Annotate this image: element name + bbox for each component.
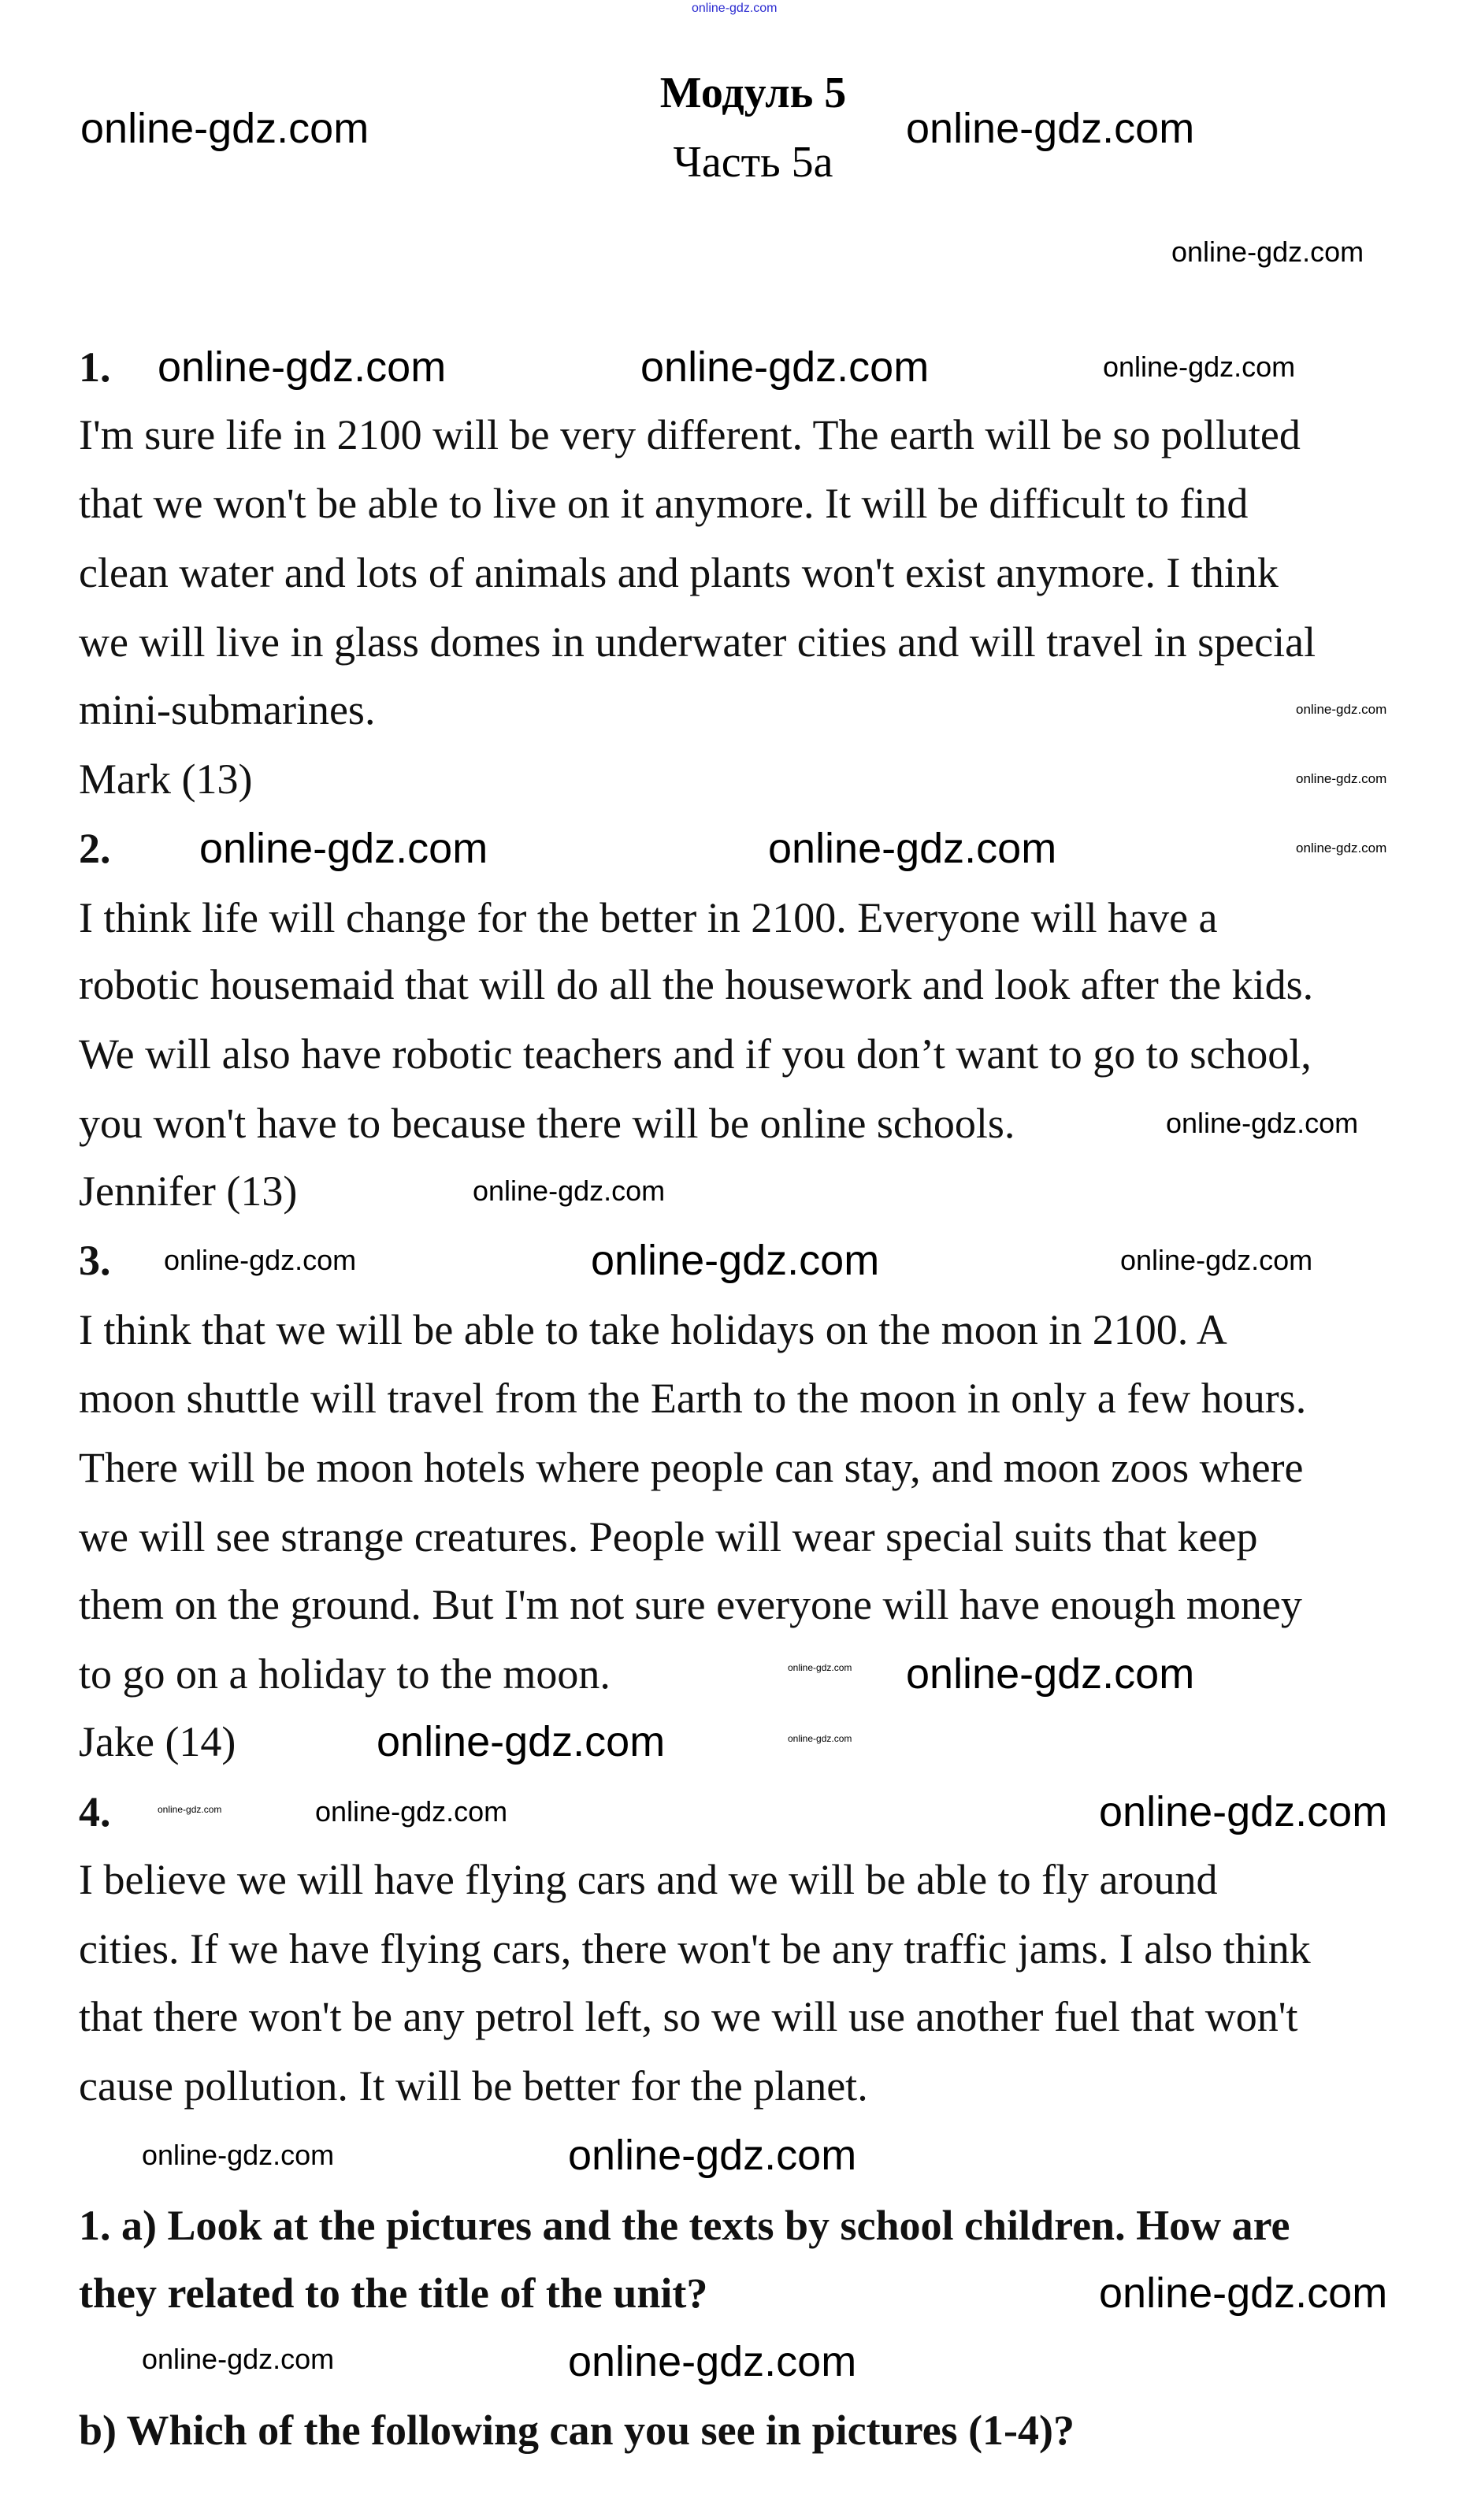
watermark: online-gdz.com: [1099, 2269, 1388, 2317]
watermark: online-gdz.com: [1099, 1788, 1388, 1835]
question-a-continued: they related to the title of the unit?: [79, 2269, 708, 2317]
watermark: online-gdz.com: [142, 2139, 335, 2171]
watermark: online-gdz.com: [164, 1244, 357, 1276]
watermark: online-gdz.com: [80, 105, 369, 152]
question-b: b) Which of the following can you see in pictures (1-4)?: [79, 2407, 1075, 2454]
text-number: 4.: [79, 1788, 111, 1835]
text-line: I believe we will have flying cars and we will be able to fly around: [79, 1856, 1218, 1903]
text-author: Mark (13): [79, 755, 253, 803]
text-line: that we won't be able to live on it anymore. It will be difficult to find: [79, 480, 1249, 527]
watermark: online-gdz.com: [591, 1237, 880, 1284]
watermark: online-gdz.com: [788, 1733, 852, 1744]
text-number: 2.: [79, 825, 111, 872]
text-line: I think life will change for the better in 2100. Everyone will have a: [79, 894, 1218, 941]
watermark: online-gdz.com: [315, 1795, 508, 1828]
watermark: online-gdz.com: [788, 1662, 852, 1673]
text-line: clean water and lots of animals and plants won't exist anymore. I think: [79, 549, 1279, 596]
text-line: moon shuttle will travel from the Earth to the moon in only a few hours.: [79, 1375, 1307, 1422]
watermark: online-gdz.com: [1296, 841, 1387, 855]
watermark: online-gdz.com: [158, 343, 447, 391]
text-line: We will also have robotic teachers and if you don’t want to go to school,: [79, 1030, 1312, 1078]
text-line: we will live in glass domes in underwater cities and will travel in special: [79, 618, 1316, 666]
watermark: online-gdz.com: [906, 1650, 1195, 1698]
watermark: online-gdz.com: [377, 1718, 666, 1765]
part-title: Часть 5a: [673, 138, 833, 187]
watermark: online-gdz.com: [692, 2, 778, 15]
watermark: online-gdz.com: [142, 2343, 335, 2375]
text-line: we will see strange creatures. People will wear special suits that keep: [79, 1513, 1258, 1561]
watermark: online-gdz.com: [473, 1175, 666, 1207]
text-number: 1.: [79, 343, 111, 391]
watermark: online-gdz.com: [199, 825, 488, 872]
text-line: them on the ground. But I'm not sure everyone will have enough money: [79, 1581, 1302, 1628]
watermark: online-gdz.com: [1120, 1244, 1313, 1276]
watermark: online-gdz.com: [1296, 771, 1387, 786]
watermark: online-gdz.com: [1296, 702, 1387, 717]
module-title: Модуль 5: [659, 69, 847, 117]
text-line: you won't have to because there will be online schools.: [79, 1100, 1015, 1147]
text-line: to go on a holiday to the moon.: [79, 1650, 611, 1698]
watermark: online-gdz.com: [906, 105, 1195, 152]
text-line: mini-submarines.: [79, 686, 376, 733]
question-a: 1. a) Look at the pictures and the texts by school children. How are: [79, 2202, 1290, 2249]
watermark: online-gdz.com: [568, 2338, 857, 2385]
text-line: cities. If we have flying cars, there won't be any traffic jams. I also think: [79, 1925, 1311, 1973]
text-line: I'm sure life in 2100 will be very different. The earth will be so polluted: [79, 411, 1301, 458]
text-number: 3.: [79, 1237, 111, 1284]
watermark: online-gdz.com: [568, 2132, 857, 2179]
text-line: cause pollution. It will be better for the planet.: [79, 2062, 868, 2110]
text-line: There will be moon hotels where people can stay, and moon zoos where: [79, 1444, 1304, 1491]
watermark: online-gdz.com: [640, 343, 930, 391]
watermark: online-gdz.com: [1166, 1107, 1359, 1139]
watermark: online-gdz.com: [1103, 351, 1296, 383]
text-line: I think that we will be able to take holidays on the moon in 2100. A: [79, 1306, 1227, 1353]
text-line: that there won't be any petrol left, so we will use another fuel that won't: [79, 1993, 1298, 2040]
text-author: Jennifer (13): [79, 1167, 298, 1215]
watermark: online-gdz.com: [1171, 236, 1364, 268]
text-line: robotic housemaid that will do all the housework and look after the kids.: [79, 961, 1314, 1008]
watermark: online-gdz.com: [768, 825, 1057, 872]
text-author: Jake (14): [79, 1718, 236, 1765]
watermark: online-gdz.com: [158, 1804, 222, 1815]
